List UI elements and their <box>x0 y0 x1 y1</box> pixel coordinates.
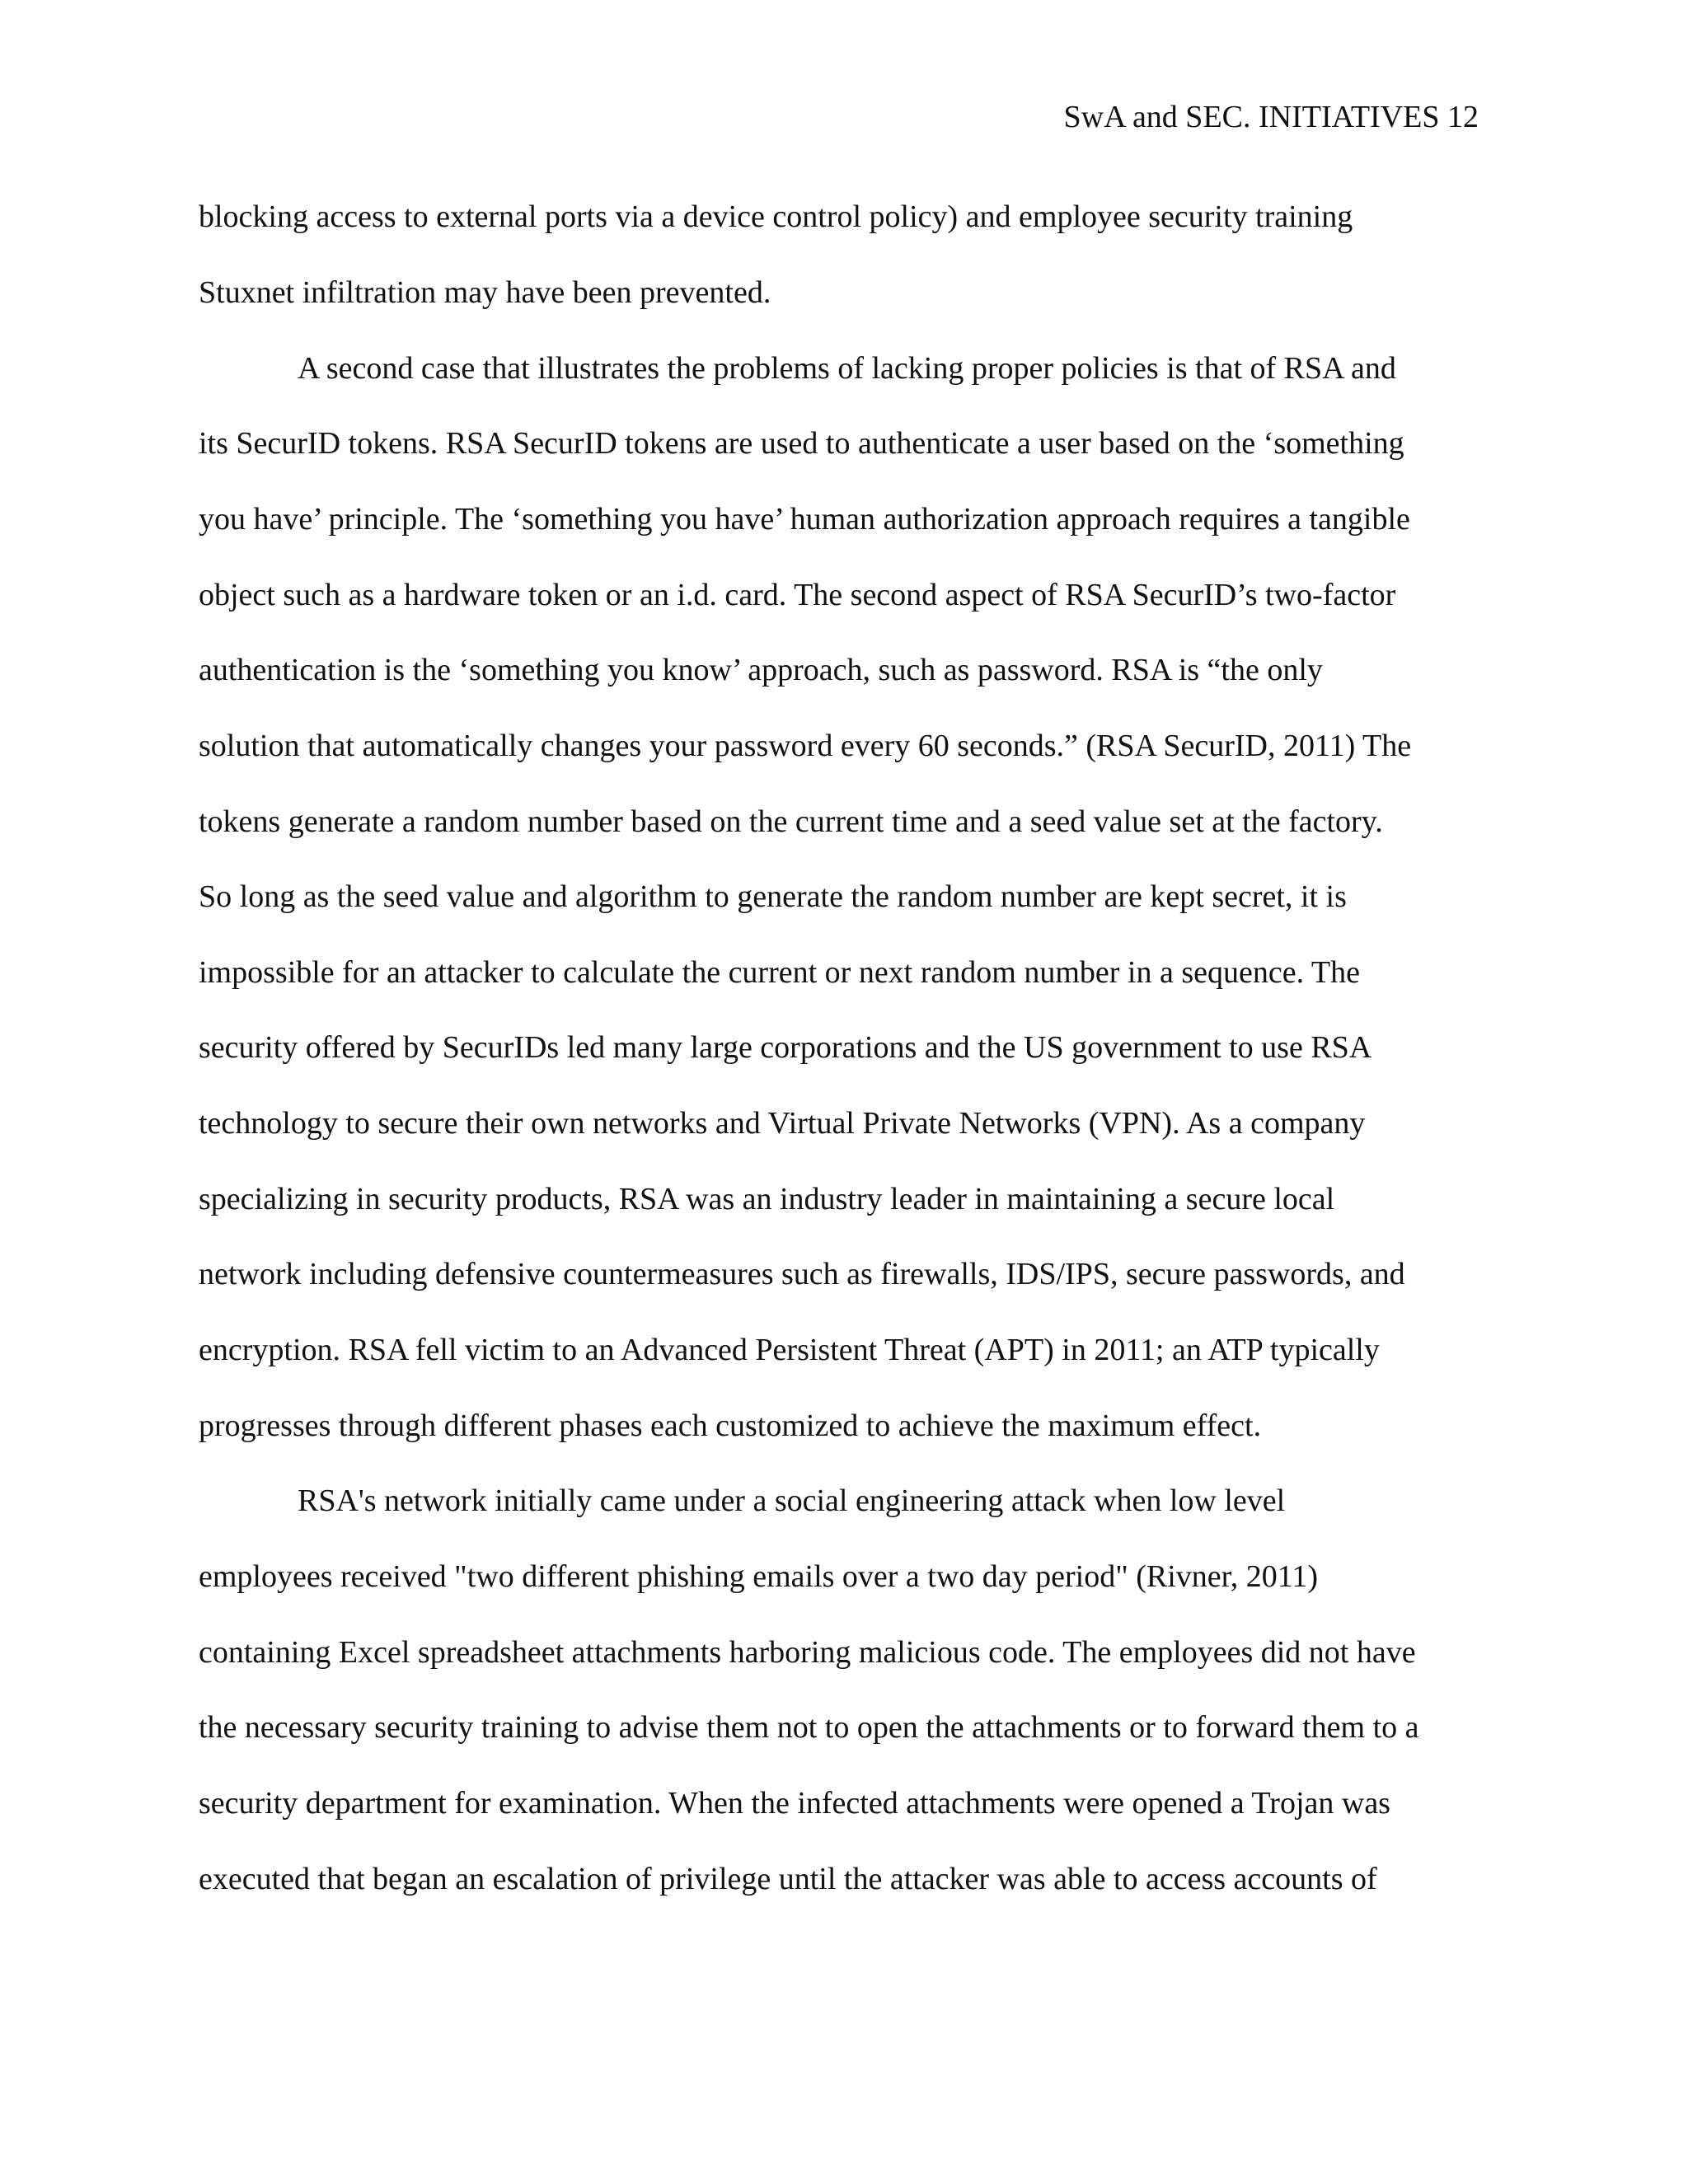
body-line: executed that began an escalation of privilege until the attacker was able to access accounts of <box>199 1862 1377 1896</box>
paragraph-first-line: RSA's network initially came under a social engineering attack when low level <box>298 1483 1286 1518</box>
body-line: security offered by SecurIDs led many large corporations and the US government to use RSA <box>199 1030 1372 1065</box>
body-line: its SecurID tokens. RSA SecurID tokens are used to authenticate a user based on the ‘something <box>199 426 1404 461</box>
body-line: So long as the seed value and algorithm to generate the random number are kept secret, it is <box>199 879 1347 914</box>
body-line: network including defensive countermeasures such as firewalls, IDS/IPS, secure passwords, and <box>199 1257 1405 1291</box>
body-line: specializing in security products, RSA was an industry leader in maintaining a secure local <box>199 1182 1335 1216</box>
body-line: Stuxnet infiltration may have been prevented. <box>199 275 771 310</box>
body-line: technology to secure their own networks and Virtual Private Networks (VPN). As a company <box>199 1106 1366 1141</box>
body-line: encryption. RSA fell victim to an Advanced Persistent Threat (APT) in 2011; an ATP typically <box>199 1333 1380 1367</box>
body-line: tokens generate a random number based on the current time and a seed value set at the factory. <box>199 804 1383 839</box>
body-line: object such as a hardware token or an i.d. card. The second aspect of RSA SecurID’s two-factor <box>199 578 1396 612</box>
body-line: authentication is the ‘something you know’ approach, such as password. RSA is “the only <box>199 653 1323 687</box>
running-head: SwA and SEC. INITIATIVES 12 <box>1063 100 1479 134</box>
body-line: blocking access to external ports via a device control policy) and employee security training <box>199 199 1353 234</box>
body-line: solution that automatically changes your password every 60 seconds.” (RSA SecurID, 2011) The <box>199 729 1412 763</box>
body-line: security department for examination. When the infected attachments were opened a Trojan was <box>199 1786 1390 1821</box>
body-line: you have’ principle. The ‘something you have’ human authorization approach requires a tangible <box>199 502 1410 537</box>
body-line: progresses through different phases each customized to achieve the maximum effect. <box>199 1408 1262 1443</box>
body-line: containing Excel spreadsheet attachments harboring malicious code. The employees did not have <box>199 1635 1416 1670</box>
body-line: the necessary security training to advise them not to open the attachments or to forward them to a <box>199 1710 1419 1745</box>
body-line: employees received "two different phishing emails over a two day period" (Rivner, 2011) <box>199 1559 1319 1594</box>
paragraph-first-line: A second case that illustrates the problems of lacking proper policies is that of RSA and <box>298 351 1396 386</box>
body-line: impossible for an attacker to calculate the current or next random number in a sequence. The <box>199 955 1360 990</box>
